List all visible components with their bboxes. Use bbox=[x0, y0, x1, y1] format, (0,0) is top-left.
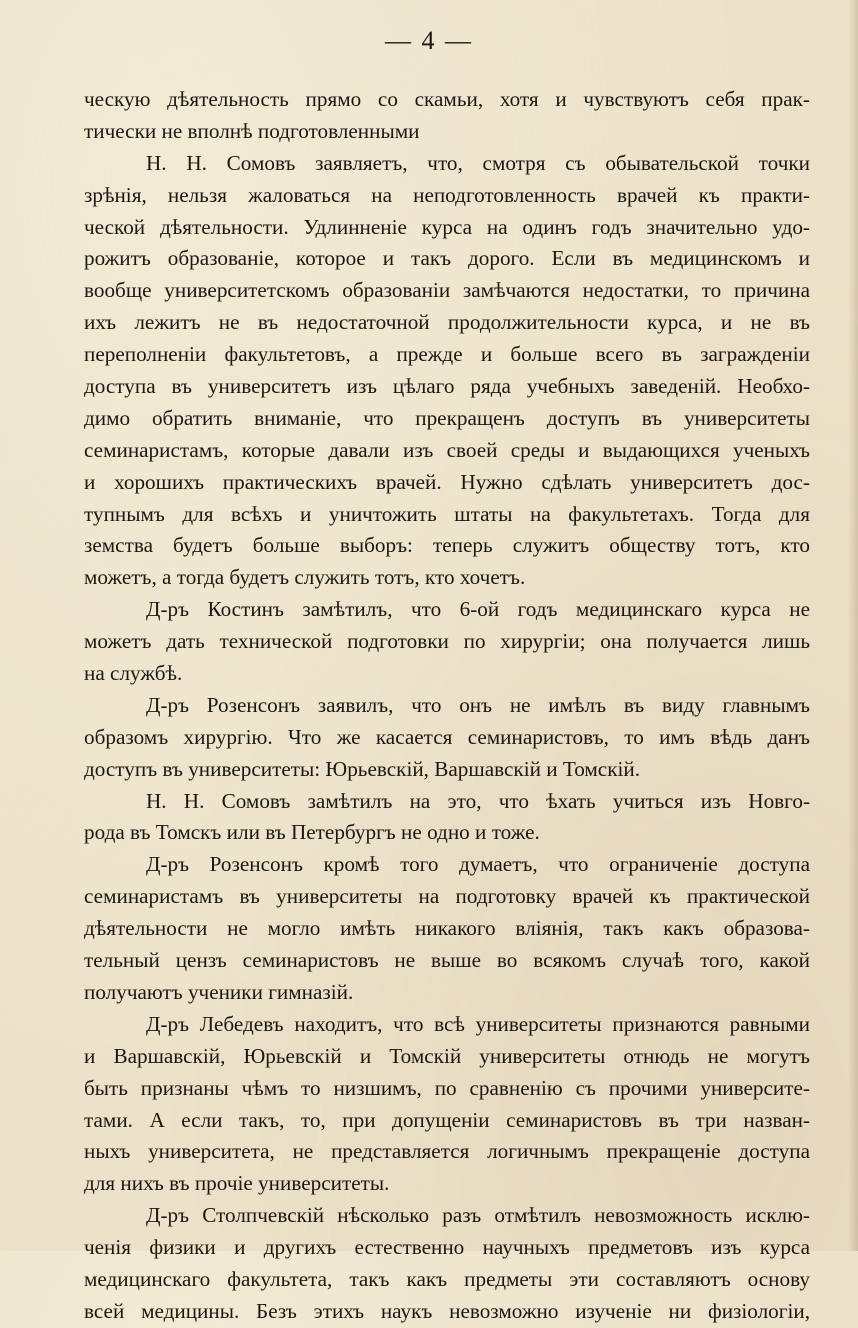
text-line: ченія физики и другихъ естественно научныхъ предметовъ изъ курса bbox=[84, 1235, 810, 1260]
text-line: Д-ръ Розенсонъ кромѣ того думаетъ, что ограниченіе доступа bbox=[146, 852, 810, 877]
text-line: ческой дѣятельности. Удлинненіе курса на одинъ годъ значительно удо- bbox=[84, 214, 810, 239]
text-line: на службѣ. bbox=[84, 661, 183, 686]
text-line: Д-ръ Костинъ замѣтилъ, что 6-ой годъ медицинскаго курса не bbox=[146, 597, 810, 622]
text-line: вообще университетскомъ образованіи замѣчаются недостатки, то причина bbox=[84, 278, 810, 303]
page-edge-shadow bbox=[848, 0, 858, 1251]
text-line: тельный цензъ семинаристовъ не выше во всякомъ случаѣ того, какой bbox=[84, 948, 810, 973]
text-line: Н. Н. Сомовъ замѣтилъ на это, что ѣхать учиться изъ Новго- bbox=[146, 788, 810, 813]
text-line: Д-ръ Лебедевъ находитъ, что всѣ университеты признаются равными bbox=[146, 1011, 810, 1036]
text-line: тами. А если такъ, то, при допущеніи семинаристовъ въ три назван- bbox=[84, 1107, 810, 1132]
page-number: — 4 — bbox=[385, 26, 473, 55]
text-line: ныхъ университета, не представляется логичнымъ прекращеніе доступа bbox=[84, 1139, 810, 1164]
text-line: димо обратить вниманіе, что прекращенъ доступъ въ университеты bbox=[84, 405, 810, 430]
text-line: для нихъ въ прочіе университеты. bbox=[84, 1171, 390, 1196]
text-line: переполненіи факультетовъ, а прежде и больше всего въ загражденіи bbox=[84, 342, 810, 367]
text-line: можетъ дать технической подготовки по хирургіи; она получается лишь bbox=[84, 629, 810, 654]
text-line: семинаристамъ, которые давали изъ своей среды и выдающихся ученыхъ bbox=[84, 437, 810, 462]
text-line: дѣятельности не могло имѣть никакого вліянія, такъ какъ образова- bbox=[84, 916, 810, 941]
text-line: ческую дѣятельность прямо со скамьи, хотя и чувствуютъ себя прак- bbox=[84, 87, 810, 111]
text-line: образомъ хирургію. Что же касается семинаристовъ, то имъ вѣдь данъ bbox=[84, 724, 810, 749]
text-line: ихъ лежитъ не въ недостаточной продолжительности курса, и не въ bbox=[84, 310, 810, 335]
text-line: и хорошихъ практическихъ врачей. Нужно сдѣлать университетъ дос- bbox=[84, 469, 810, 494]
body-text bbox=[84, 84, 810, 1328]
text-line: быть признаны чѣмъ то низшимъ, по сравненію съ прочими университе- bbox=[84, 1075, 810, 1100]
text-line: рода въ Томскъ или въ Петербургъ не одно и тоже. bbox=[84, 820, 540, 845]
text-line: и Варшавскій, Юрьевскій и Томскій университеты отнюдь не могутъ bbox=[84, 1043, 810, 1068]
text-line: доступа въ университетъ изъ цѣлаго ряда учебныхъ заведеній. Необхо- bbox=[84, 374, 810, 399]
text-line: всей медицины. Безъ этихъ наукъ невозможно изученіе ни физіологіи, bbox=[84, 1298, 810, 1323]
text-line: земства будетъ больше выборъ: теперь служитъ обществу тотъ, кто bbox=[84, 533, 810, 558]
text-line: семинаристамъ въ университеты на подготовку врачей къ практической bbox=[84, 884, 810, 909]
text-line: зрѣнія, нельзя жаловаться на неподготовленность врачей къ практи- bbox=[84, 182, 810, 207]
text-line: Н. Н. Сомовъ заявляетъ, что, смотря съ обывательской точки bbox=[146, 150, 810, 175]
text-line: тически не вполнѣ подготовленными bbox=[84, 118, 420, 143]
text-line: рожитъ образованіе, которое и такъ дорого. Если въ медицинскомъ и bbox=[84, 246, 810, 271]
text-line: доступъ въ университеты: Юрьевскій, Варшавскій и Томскій. bbox=[84, 756, 641, 781]
text-line: медицинскаго факультета, такъ какъ предметы эти составляютъ основу bbox=[84, 1266, 810, 1291]
text-line: Д-ръ Столпчевскій нѣсколько разъ отмѣтилъ невозможность исклю- bbox=[146, 1203, 810, 1228]
text-line: Д-ръ Розенсонъ заявилъ, что онъ не имѣлъ въ виду главнымъ bbox=[146, 692, 810, 717]
text-line: тупнымъ для всѣхъ и уничтожить штаты на факультетахъ. Тогда для bbox=[84, 501, 810, 526]
text-line: получаютъ ученики гимназій. bbox=[84, 979, 354, 1004]
text-line: можетъ, а тогда будетъ служить тотъ, кто хочетъ. bbox=[84, 565, 526, 590]
